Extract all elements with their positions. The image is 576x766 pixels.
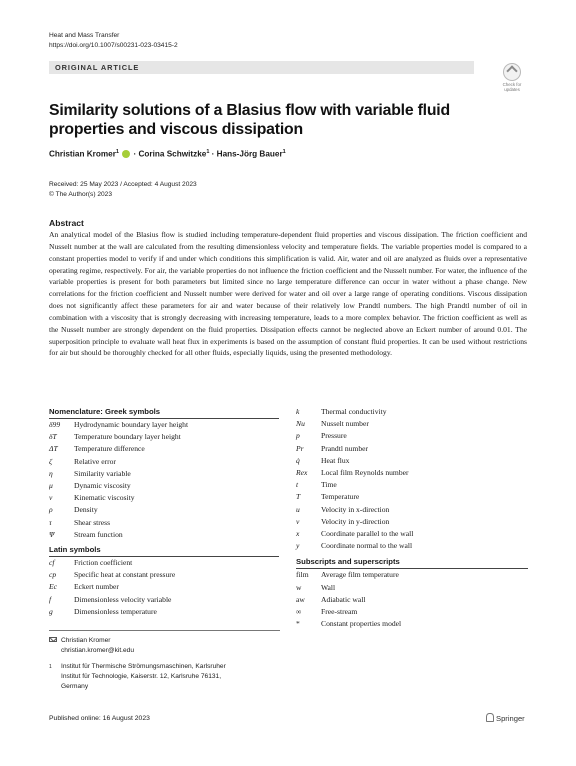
- nomenclature-symbol: *: [296, 619, 300, 629]
- nomenclature-description: Time: [321, 480, 337, 490]
- author-separator: ·: [131, 149, 139, 159]
- author-affiliation-marker: 1: [115, 149, 119, 155]
- nomenclature-symbol: v: [296, 516, 300, 526]
- nomenclature-right-column: [296, 406, 528, 630]
- nomenclature-description: Kinematic viscosity: [74, 493, 135, 503]
- author-affiliation-marker: 1: [282, 149, 286, 155]
- nomenclature-row: [49, 557, 279, 569]
- nomenclature-symbol: ∞: [296, 607, 302, 617]
- nomenclature-description: Pressure: [321, 431, 347, 441]
- nomenclature-description: Similarity variable: [74, 468, 131, 478]
- nomenclature-description: Temperature difference: [74, 444, 145, 454]
- nomenclature-row: [296, 618, 528, 630]
- nomenclature-symbol: cp: [49, 570, 57, 580]
- nomenclature-symbol: ΔT: [49, 444, 58, 454]
- author-affiliation-marker: 1: [206, 149, 210, 155]
- nomenclature-description: Free-stream: [321, 607, 358, 617]
- nomenclature-description: Heat flux: [321, 455, 350, 465]
- nomenclature-description: Prandtl number: [321, 443, 369, 453]
- nomenclature-symbol: τ: [49, 517, 52, 527]
- latin-symbols-heading: Latin symbols: [49, 545, 101, 555]
- latin-symbols-continued-list: [296, 406, 528, 552]
- copyright-notice: © The Author(s) 2023: [49, 190, 113, 198]
- nomenclature-symbol: film: [296, 570, 309, 580]
- greek-symbols-heading: Nomenclature: Greek symbols: [49, 407, 161, 416]
- nomenclature-row: [296, 569, 528, 581]
- nomenclature-row: [49, 456, 279, 468]
- author-name[interactable]: Christian Kromer: [49, 149, 116, 159]
- nomenclature-symbol: w: [296, 582, 302, 592]
- nomenclature-row: [49, 569, 279, 581]
- nomenclature-description: Friction coefficient: [74, 558, 133, 568]
- article-dates: [49, 180, 197, 199]
- nomenclature-row: [49, 419, 279, 431]
- nomenclature-symbol: f: [49, 594, 52, 604]
- latin-symbols-list: [49, 557, 279, 618]
- nomenclature-description: Temperature boundary layer height: [74, 432, 181, 442]
- journal-name: Heat and Mass Transfer: [49, 32, 120, 39]
- nomenclature-row: [49, 431, 279, 443]
- nomenclature-description: Local film Reynolds number: [321, 468, 409, 478]
- nomenclature-symbol: Nu: [296, 419, 305, 429]
- check-for-updates-icon: [503, 63, 521, 81]
- nomenclature-row: [49, 504, 279, 516]
- publisher-name: Springer: [496, 714, 525, 723]
- nomenclature-symbol: q̇: [296, 455, 300, 465]
- doi-link[interactable]: https://doi.org/10.1007/s00231-023-03415-2: [49, 42, 178, 49]
- author-list: [49, 149, 286, 159]
- nomenclature-row: [49, 468, 279, 480]
- nomenclature-row: [296, 504, 528, 516]
- subscripts-list: [296, 569, 528, 630]
- nomenclature-row: [296, 582, 528, 594]
- nomenclature-row: [296, 418, 528, 430]
- nomenclature-row: [296, 594, 528, 606]
- subscripts-heading: Subscripts and superscripts: [296, 557, 400, 567]
- nomenclature-description: Average film temperature: [321, 570, 399, 580]
- affiliation-marker: 1: [49, 664, 52, 670]
- nomenclature-description: Temperature: [321, 492, 360, 502]
- nomenclature-symbol: μ: [49, 481, 53, 491]
- nomenclature-symbol: u: [296, 504, 300, 514]
- abstract-body: An analytical model of the Blasius flow is studied including temperature-dependent fluid properties and viscous dissipation. The friction coefficient and Nusselt number at the wall are calculated from the resulting dimensionless velocity and temperature fields. The variable properties model is compared to a constant properties model to verify if and under which conditions this simplification is valid. Air, water and oil are analyzed as fluids over a representative operating regime, respectively. For air, the variable properties do not influence the friction coefficient and the Nusselt number. For water, the influence of the variable properties is present for both parameters but limited since no large temperature difference can occur in water without a phase change. New correlations for the friction coefficient and Nusselt number were derived for water and oil over a large range of operating conditions. Viscous dissipation does not significantly affect these parameters for air and water because of their relatively low Prandtl numbers. The high Prandtl number of oil in combination with a viscosity that is strongly decreasing with increasing temperature, leads to a more complex behavior. The friction coefficient as well as the Nusselt number are strongly dependent on the fluid properties. Dissipation effects cannot be neglected above an Eckert number of around 0.01. The superposition principle to evaluate wall heat flux in experiments is based on the assumption of constant fluid properties. It can be used without restrictions for air but should be thoroughly checked for all other fluids, especially liquids, using the presented methodology.: [49, 230, 527, 358]
- journal-header: [49, 31, 178, 51]
- nomenclature-description: Coordinate normal to the wall: [321, 541, 413, 551]
- publisher-logo: [486, 713, 525, 723]
- nomenclature-row: [296, 491, 528, 503]
- nomenclature-left-column: [49, 406, 279, 618]
- nomenclature-description: Adiabatic wall: [321, 594, 366, 604]
- nomenclature-description: Thermal conductivity: [321, 407, 387, 416]
- affiliation-line: Germany: [61, 683, 89, 690]
- nomenclature-description: Density: [74, 505, 98, 515]
- nomenclature-symbol: x: [296, 529, 300, 539]
- author-separator: ·: [209, 149, 217, 159]
- contact-name: Christian Kromer: [61, 637, 111, 644]
- nomenclature-symbol: ζ: [49, 456, 53, 466]
- nomenclature-description: Specific heat at constant pressure: [74, 570, 176, 580]
- mail-icon: [49, 637, 57, 643]
- nomenclature-row: [296, 479, 528, 491]
- nomenclature-row: [49, 594, 279, 606]
- nomenclature-row: [296, 467, 528, 479]
- affiliation: [49, 662, 289, 692]
- nomenclature-description: Velocity in x-direction: [321, 504, 390, 514]
- nomenclature-row: [296, 540, 528, 552]
- contact-email[interactable]: christian.kromer@kit.edu: [61, 647, 135, 654]
- affiliation-line: Institut für Thermische Strömungsmaschinen, Karlsruher: [61, 663, 226, 670]
- nomenclature-description: Nusselt number: [321, 419, 369, 429]
- nomenclature-symbol: cf: [49, 558, 55, 568]
- nomenclature-symbol: T: [296, 492, 301, 502]
- nomenclature-row: [49, 492, 279, 504]
- article-type-bar: [49, 61, 474, 74]
- footnote-divider: [49, 630, 280, 631]
- nomenclature-symbol: Rex: [296, 468, 308, 478]
- nomenclature-symbol: aw: [296, 594, 305, 604]
- nomenclature-row: [296, 528, 528, 540]
- nomenclature-symbol: p: [296, 431, 300, 441]
- article-type-label: ORIGINAL ARTICLE: [55, 63, 140, 72]
- nomenclature-description: Hydrodynamic boundary layer height: [74, 420, 189, 429]
- nomenclature-row: [296, 516, 528, 528]
- article-title: Similarity solutions of a Blasius flow with variable fluid properties and viscous dissipation: [49, 102, 450, 138]
- nomenclature-symbol: δ99: [49, 420, 61, 429]
- nomenclature-symbol: Pr: [296, 443, 304, 453]
- nomenclature-symbol: y: [296, 541, 300, 551]
- nomenclature-description: Coordinate parallel to the wall: [321, 529, 414, 539]
- nomenclature-description: Constant properties model: [321, 619, 402, 629]
- nomenclature-symbol: Ψ: [49, 529, 55, 539]
- nomenclature-description: Shear stress: [74, 517, 111, 527]
- nomenclature-row: [296, 406, 528, 418]
- nomenclature-row: [49, 581, 279, 593]
- nomenclature-row: [49, 480, 279, 492]
- nomenclature-description: Relative error: [74, 456, 116, 466]
- nomenclature-row: [49, 529, 279, 541]
- nomenclature-row: [49, 443, 279, 455]
- nomenclature-description: Eckert number: [74, 582, 119, 592]
- nomenclature-description: Wall: [321, 582, 336, 592]
- abstract-heading: Abstract: [49, 218, 84, 228]
- nomenclature-row: [49, 606, 279, 618]
- nomenclature-description: Dimensionless temperature: [74, 606, 157, 616]
- nomenclature-description: Stream function: [74, 529, 123, 539]
- published-online-date: Published online: 16 August 2023: [49, 715, 150, 722]
- nomenclature-symbol: g: [49, 606, 53, 616]
- check-for-updates-badge[interactable]: [498, 63, 526, 93]
- nomenclature-row: [296, 430, 528, 442]
- nomenclature-description: Dynamic viscosity: [74, 481, 131, 491]
- affiliation-line: Institut für Technologie, Kaiserstr. 12, Karlsruhe 76131,: [61, 673, 222, 680]
- orcid-icon[interactable]: [122, 150, 130, 158]
- nomenclature-symbol: ν: [49, 493, 53, 503]
- nomenclature-row: [296, 606, 528, 618]
- corresponding-author: [49, 636, 134, 656]
- nomenclature-symbol: ρ: [49, 505, 53, 515]
- nomenclature-row: [296, 455, 528, 467]
- nomenclature-row: [296, 443, 528, 455]
- greek-symbols-list: [49, 419, 279, 541]
- received-accepted-dates: Received: 25 May 2023 / Accepted: 4 August 2023: [49, 181, 197, 188]
- springer-horse-icon: [486, 713, 494, 722]
- nomenclature-symbol: δT: [49, 432, 57, 442]
- nomenclature-symbol: η: [49, 468, 53, 478]
- nomenclature-symbol: k: [296, 407, 300, 416]
- nomenclature-symbol: t: [296, 480, 299, 490]
- nomenclature-description: Velocity in y-direction: [321, 516, 390, 526]
- check-for-updates-text: Check for updates: [502, 82, 522, 92]
- nomenclature-symbol: Ec: [49, 582, 58, 592]
- author-name[interactable]: Corina Schwitzke: [138, 149, 207, 159]
- nomenclature-description: Dimensionless velocity variable: [74, 594, 172, 604]
- author-name[interactable]: Hans-Jörg Bauer: [216, 149, 283, 159]
- nomenclature-row: [49, 517, 279, 529]
